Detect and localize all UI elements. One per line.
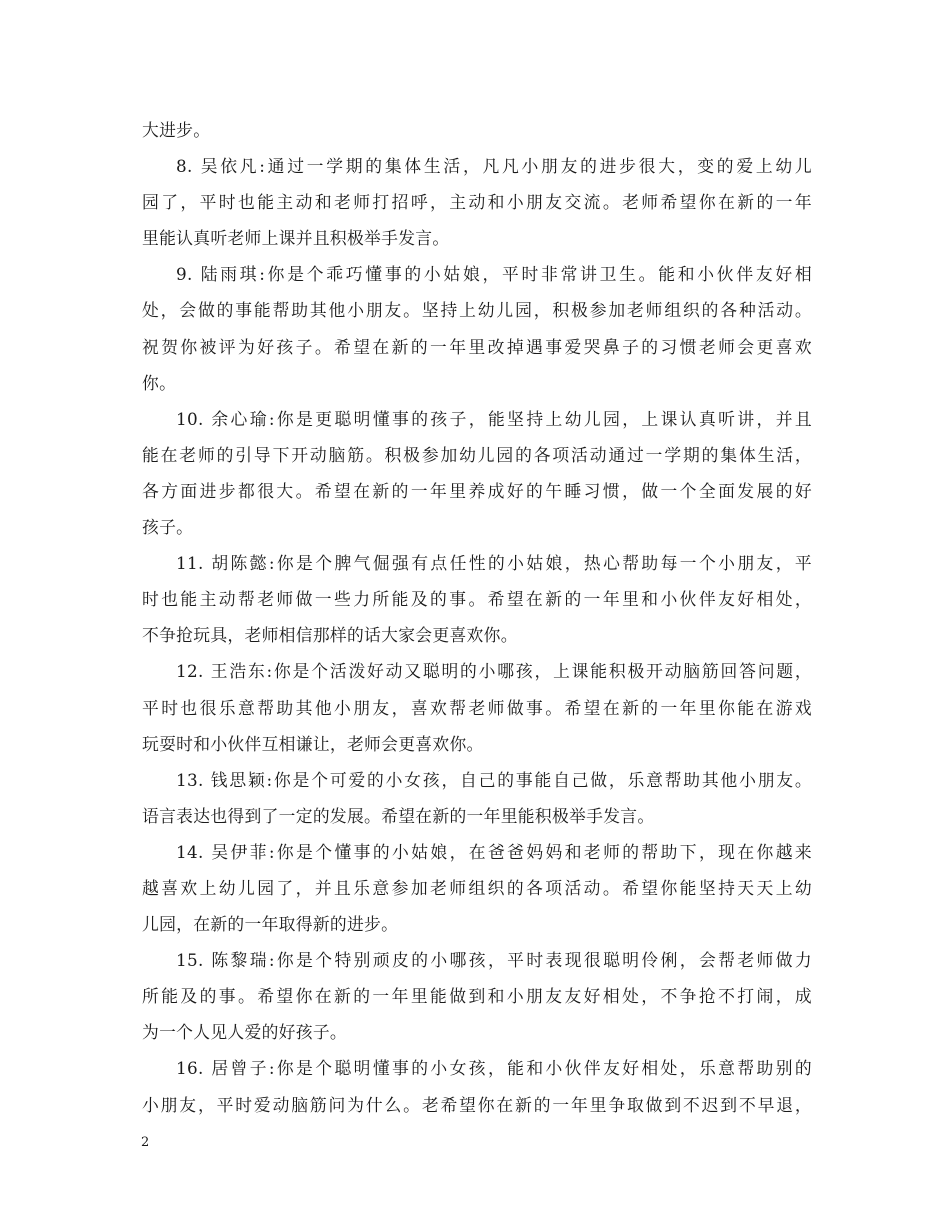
text-line: 10. 余心瑜:你是更聪明懂事的孩子，能坚持上幼儿园，上课认真听讲，并且 xyxy=(176,408,812,429)
text-line: 你。 xyxy=(142,372,177,393)
text-line: 为一个人见人爱的好孩子。 xyxy=(142,1022,347,1043)
text-line: 平时也很乐意帮助其他小朋友，喜欢帮老师做事。希望在新的一年里你能在游戏 xyxy=(142,697,812,718)
text-line: 越喜欢上幼儿园了，并且乐意参加老师组织的各项活动。希望你能坚持天天上幼 xyxy=(142,877,812,898)
text-line: 各方面进步都很大。希望在新的一年里养成好的午睡习惯，做一个全面发展的好 xyxy=(142,480,812,501)
text-line: 园了，平时也能主动和老师打招呼，主动和小朋友交流。老师希望你在新的一年 xyxy=(142,192,812,213)
text-line: 13. 钱思颖:你是个可爱的小女孩，自己的事能自己做，乐意帮助其他小朋友。 xyxy=(176,769,812,790)
text-line: 处，会做的事能帮助其他小朋友。坚持上幼儿园，积极参加老师组织的各种活动。 xyxy=(142,300,812,321)
text-line: 11. 胡陈懿:你是个脾气倔强有点任性的小姑娘，热心帮助每一个小朋友，平 xyxy=(176,553,812,574)
text-line: 孩子。 xyxy=(142,517,194,538)
text-line: 所能及的事。希望你在新的一年里能做到和小朋友友好相处，不争抢不打闹，成 xyxy=(142,986,812,1007)
text-line: 14. 吴伊菲:你是个懂事的小姑娘，在爸爸妈妈和老师的帮助下，现在你越来 xyxy=(176,841,812,862)
text-line: 能在老师的引导下开动脑筋。积极参加幼儿园的各项活动通过一学期的集体生活， xyxy=(142,444,812,465)
text-line: 大进步。 xyxy=(142,120,211,140)
text-line: 玩耍时和小伙伴互相谦让，老师会更喜欢你。 xyxy=(142,733,484,754)
page-number: 2 xyxy=(141,1135,150,1150)
text-line: 8. 吴依凡:通过一学期的集体生活，凡凡小朋友的进步很大，变的爱上幼儿 xyxy=(176,156,812,177)
text-line: 9. 陆雨琪:你是个乖巧懂事的小姑娘，平时非常讲卫生。能和小伙伴友好相 xyxy=(176,264,812,285)
text-line: 儿园，在新的一年取得新的进步。 xyxy=(142,914,399,935)
text-line: 语言表达也得到了一定的发展。希望在新的一年里能积极举手发言。 xyxy=(142,805,655,826)
text-line: 不争抢玩具，老师相信那样的话大家会更喜欢你。 xyxy=(142,625,518,646)
text-line: 小朋友，平时爱动脑筋问为什么。老希望你在新的一年里争取做到不迟到不早退， xyxy=(142,1094,812,1115)
text-line: 里能认真听老师上课并且积极举手发言。 xyxy=(142,228,450,249)
document-body xyxy=(142,112,812,1123)
text-line: 祝贺你被评为好孩子。希望在新的一年里改掉遇事爱哭鼻子的习惯老师会更喜欢 xyxy=(142,336,812,357)
text-line: 12. 王浩东:你是个活泼好动又聪明的小哪孩，上课能积极开动脑筋回答问题， xyxy=(176,661,812,682)
text-line: 15. 陈黎瑞:你是个特别顽皮的小哪孩，平时表现很聪明伶俐，会帮老师做力 xyxy=(176,950,812,971)
text-line: 时也能主动帮老师做一些力所能及的事。希望在新的一年里和小伙伴友好相处， xyxy=(142,589,812,610)
text-line: 16. 居曾子:你是个聪明懂事的小女孩，能和小伙伴友好相处，乐意帮助别的 xyxy=(176,1058,812,1079)
